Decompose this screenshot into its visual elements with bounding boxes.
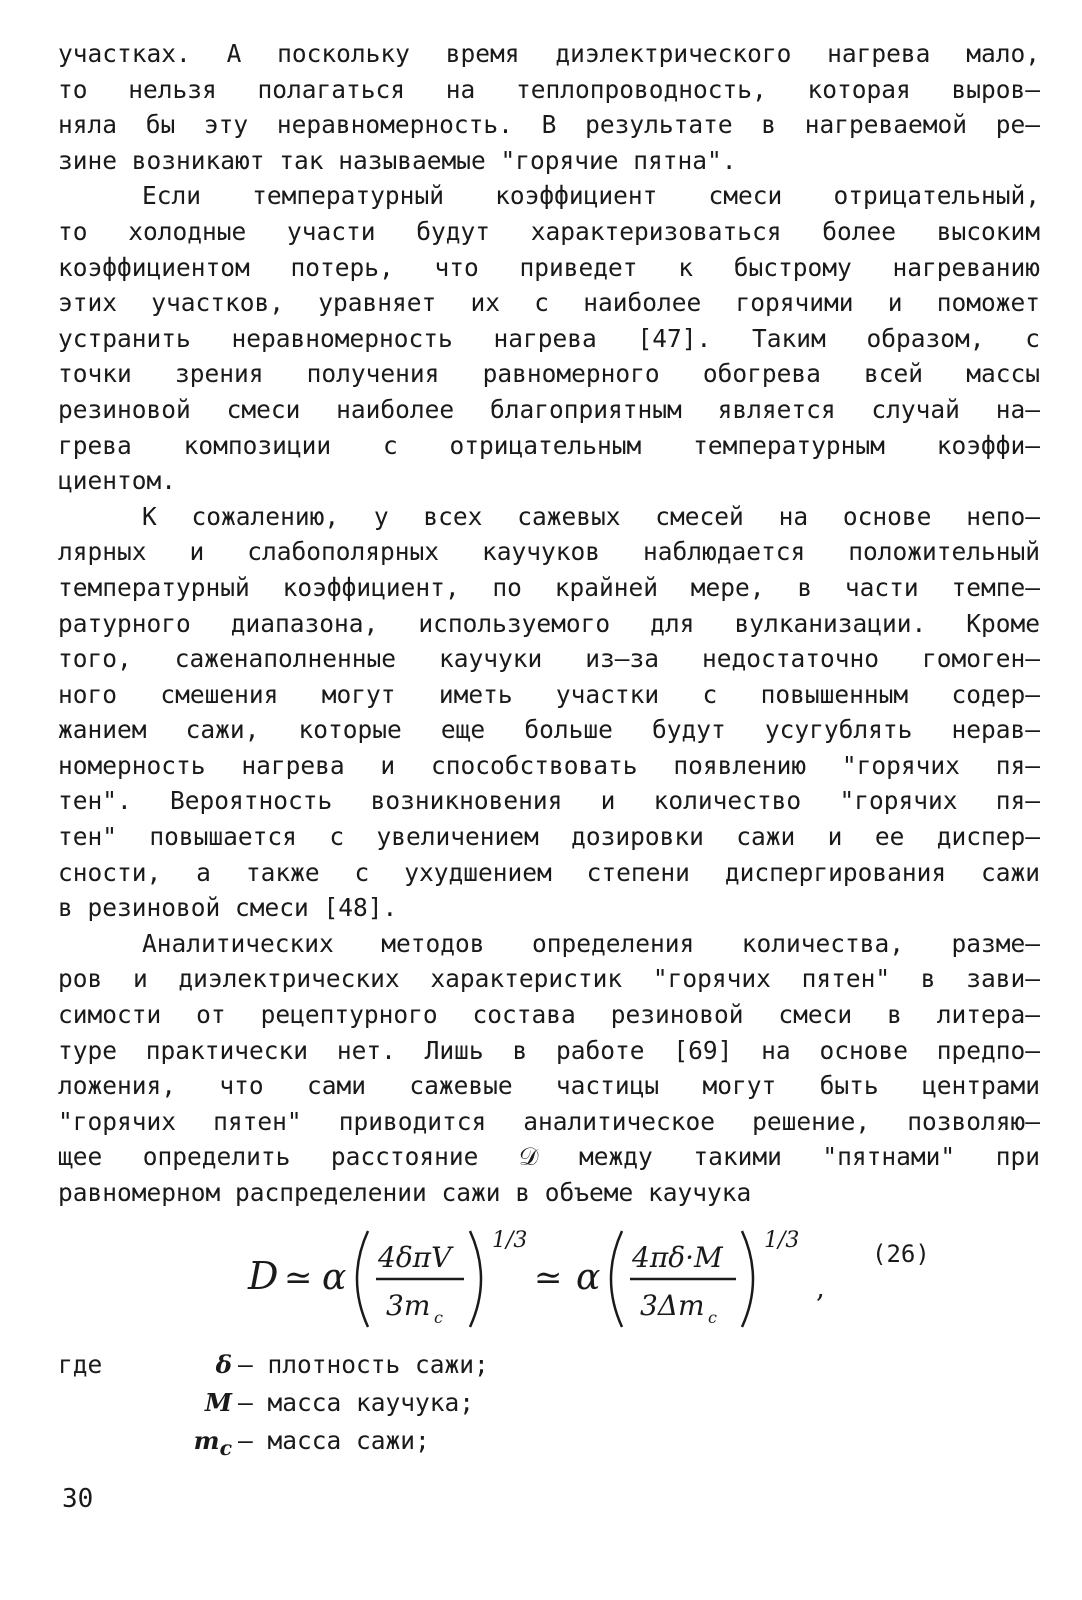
symbol-main: M: [204, 1387, 232, 1417]
text-line: точки зрения получения равномерного обогрева всей массы: [58, 359, 1040, 389]
definition-symbol: [162, 1385, 232, 1428]
text-line: то нельзя полагаться на теплопроводность, которая выров–: [58, 74, 1040, 104]
text-line: резиновой смеси наиболее благоприятным является случай на–: [58, 394, 1040, 424]
where-label: где: [58, 1349, 103, 1379]
definition-text: – масса каучука;: [238, 1387, 475, 1417]
text-line: зине возникают так называемые "горячие пятна".: [58, 145, 737, 175]
symbol-sub: c: [219, 1435, 232, 1460]
text-line: К сожалению, у всех сажевых смесей на основе непо–: [142, 501, 1040, 531]
equation-number: (26): [872, 1239, 930, 1268]
paragraph-2: [58, 178, 1040, 498]
formula-comma: ,: [816, 1270, 825, 1304]
frac2-den-subscript: c: [708, 1307, 717, 1327]
definitions-list: [58, 1347, 1040, 1465]
text-line: равномерном распределении сажи в объеме каучука: [58, 1178, 752, 1207]
text-line: жанием сажи, которые еще больше будут усугублять нерав–: [58, 715, 1040, 745]
text-line: этих участков, уравняет их с наиболее горячими и поможет: [58, 288, 1040, 318]
formula-coef-2: α: [576, 1256, 601, 1298]
frac1-numerator: 4δπV: [378, 1240, 452, 1274]
text-line: в резиновой смеси [48].: [58, 893, 398, 923]
paren-left-2: [611, 1231, 622, 1327]
text-line: циентом.: [58, 466, 177, 496]
text-line: участках. А поскольку время диэлектрического нагрева мало,: [58, 39, 1040, 68]
text-line: Если температурный коэффициент смеси отрицательный,: [142, 181, 1040, 211]
paragraph-1: [58, 36, 1040, 178]
exponent-2: 1/3: [764, 1227, 800, 1253]
paragraph-3: [58, 499, 1040, 926]
frac1-den-subscript: c: [434, 1307, 443, 1327]
definition-symbol: [162, 1347, 232, 1390]
text-line: "горячих пятен" приводится аналитическое решение, позволяю–: [58, 1106, 1040, 1136]
text-line: температурный коэффициент, по крайней мере, в части темпе–: [58, 572, 1040, 602]
formula-graphic: [238, 1217, 858, 1339]
text-line: грева композиции с отрицательным температурным коэффи–: [58, 430, 1040, 460]
text-line: туре практически нет. Лишь в работе [69] на основе предпо–: [58, 1035, 1040, 1065]
text-line: сности, а также с ухудшением степени диспергирования сажи: [58, 857, 1040, 887]
paren-right-1: [470, 1231, 481, 1327]
text-line: то холодные участи будут характеризоваться более высоким: [58, 216, 1040, 246]
text-line: ного смешения могут иметь участки с повышенным содер–: [58, 679, 1040, 709]
text-line: Аналитических методов определения количества, разме–: [142, 928, 1040, 958]
symbol-main: δ: [215, 1349, 232, 1379]
definition-text: – масса сажи;: [238, 1425, 430, 1455]
text-line: тен" повышается с увеличением дозировки сажи и ее диспер–: [58, 822, 1040, 852]
page-body: [58, 36, 1040, 1465]
text-line: щее определить расстояние 𝒟 между такими "пятнами" при: [58, 1142, 1040, 1172]
text-line: устранить неравномерность нагрева [47]. Таким образом, с: [58, 323, 1040, 353]
formula-approx-1: ≃: [284, 1257, 313, 1298]
page-number: 30: [62, 1484, 94, 1514]
text-line: номерность нагрева и способствовать появлению "горячих пя–: [58, 750, 1040, 780]
formula-lhs: D: [248, 1253, 279, 1298]
frac2-numerator: 4πδ·M: [632, 1240, 723, 1274]
paragraph-4: [58, 926, 1040, 1211]
text-line: ров и диэлектрических характеристик "горячих пятен" в зави–: [58, 964, 1040, 994]
definition-text: – плотность сажи;: [238, 1349, 489, 1379]
symbol-main: m: [193, 1425, 220, 1455]
paren-left-1: [357, 1231, 368, 1327]
text-line: ратурного диапазона, используемого для вулканизации. Кроме: [58, 608, 1040, 638]
frac1-denominator: 3m: [386, 1288, 431, 1322]
text-line: лярных и слабополярных каучуков наблюдается положительный: [58, 537, 1040, 567]
formula-approx-2: ≃: [534, 1257, 563, 1298]
text-line: няла бы эту неравномерность. В результате в нагреваемой ре–: [58, 110, 1040, 140]
text-line: ложения, что сами сажевые частицы могут быть центрами: [58, 1071, 1040, 1101]
frac2-denominator: 3Δm: [640, 1288, 705, 1322]
text-line: коэффициентом потерь, что приведет к быстрому нагреванию: [58, 252, 1040, 282]
exponent-1: 1/3: [492, 1227, 528, 1253]
definition-symbol: [162, 1423, 232, 1466]
paren-right-2: [742, 1231, 753, 1327]
text-line: тен". Вероятность возникновения и количество "горячих пя–: [58, 786, 1040, 816]
text-line: симости от рецептурного состава резиновой смеси в литера–: [58, 1000, 1040, 1030]
text-line: того, саженаполненные каучуки из–за недостаточно гомоген–: [58, 644, 1040, 674]
formula-coef-1: α: [322, 1256, 347, 1298]
formula-26: [58, 1217, 1040, 1339]
